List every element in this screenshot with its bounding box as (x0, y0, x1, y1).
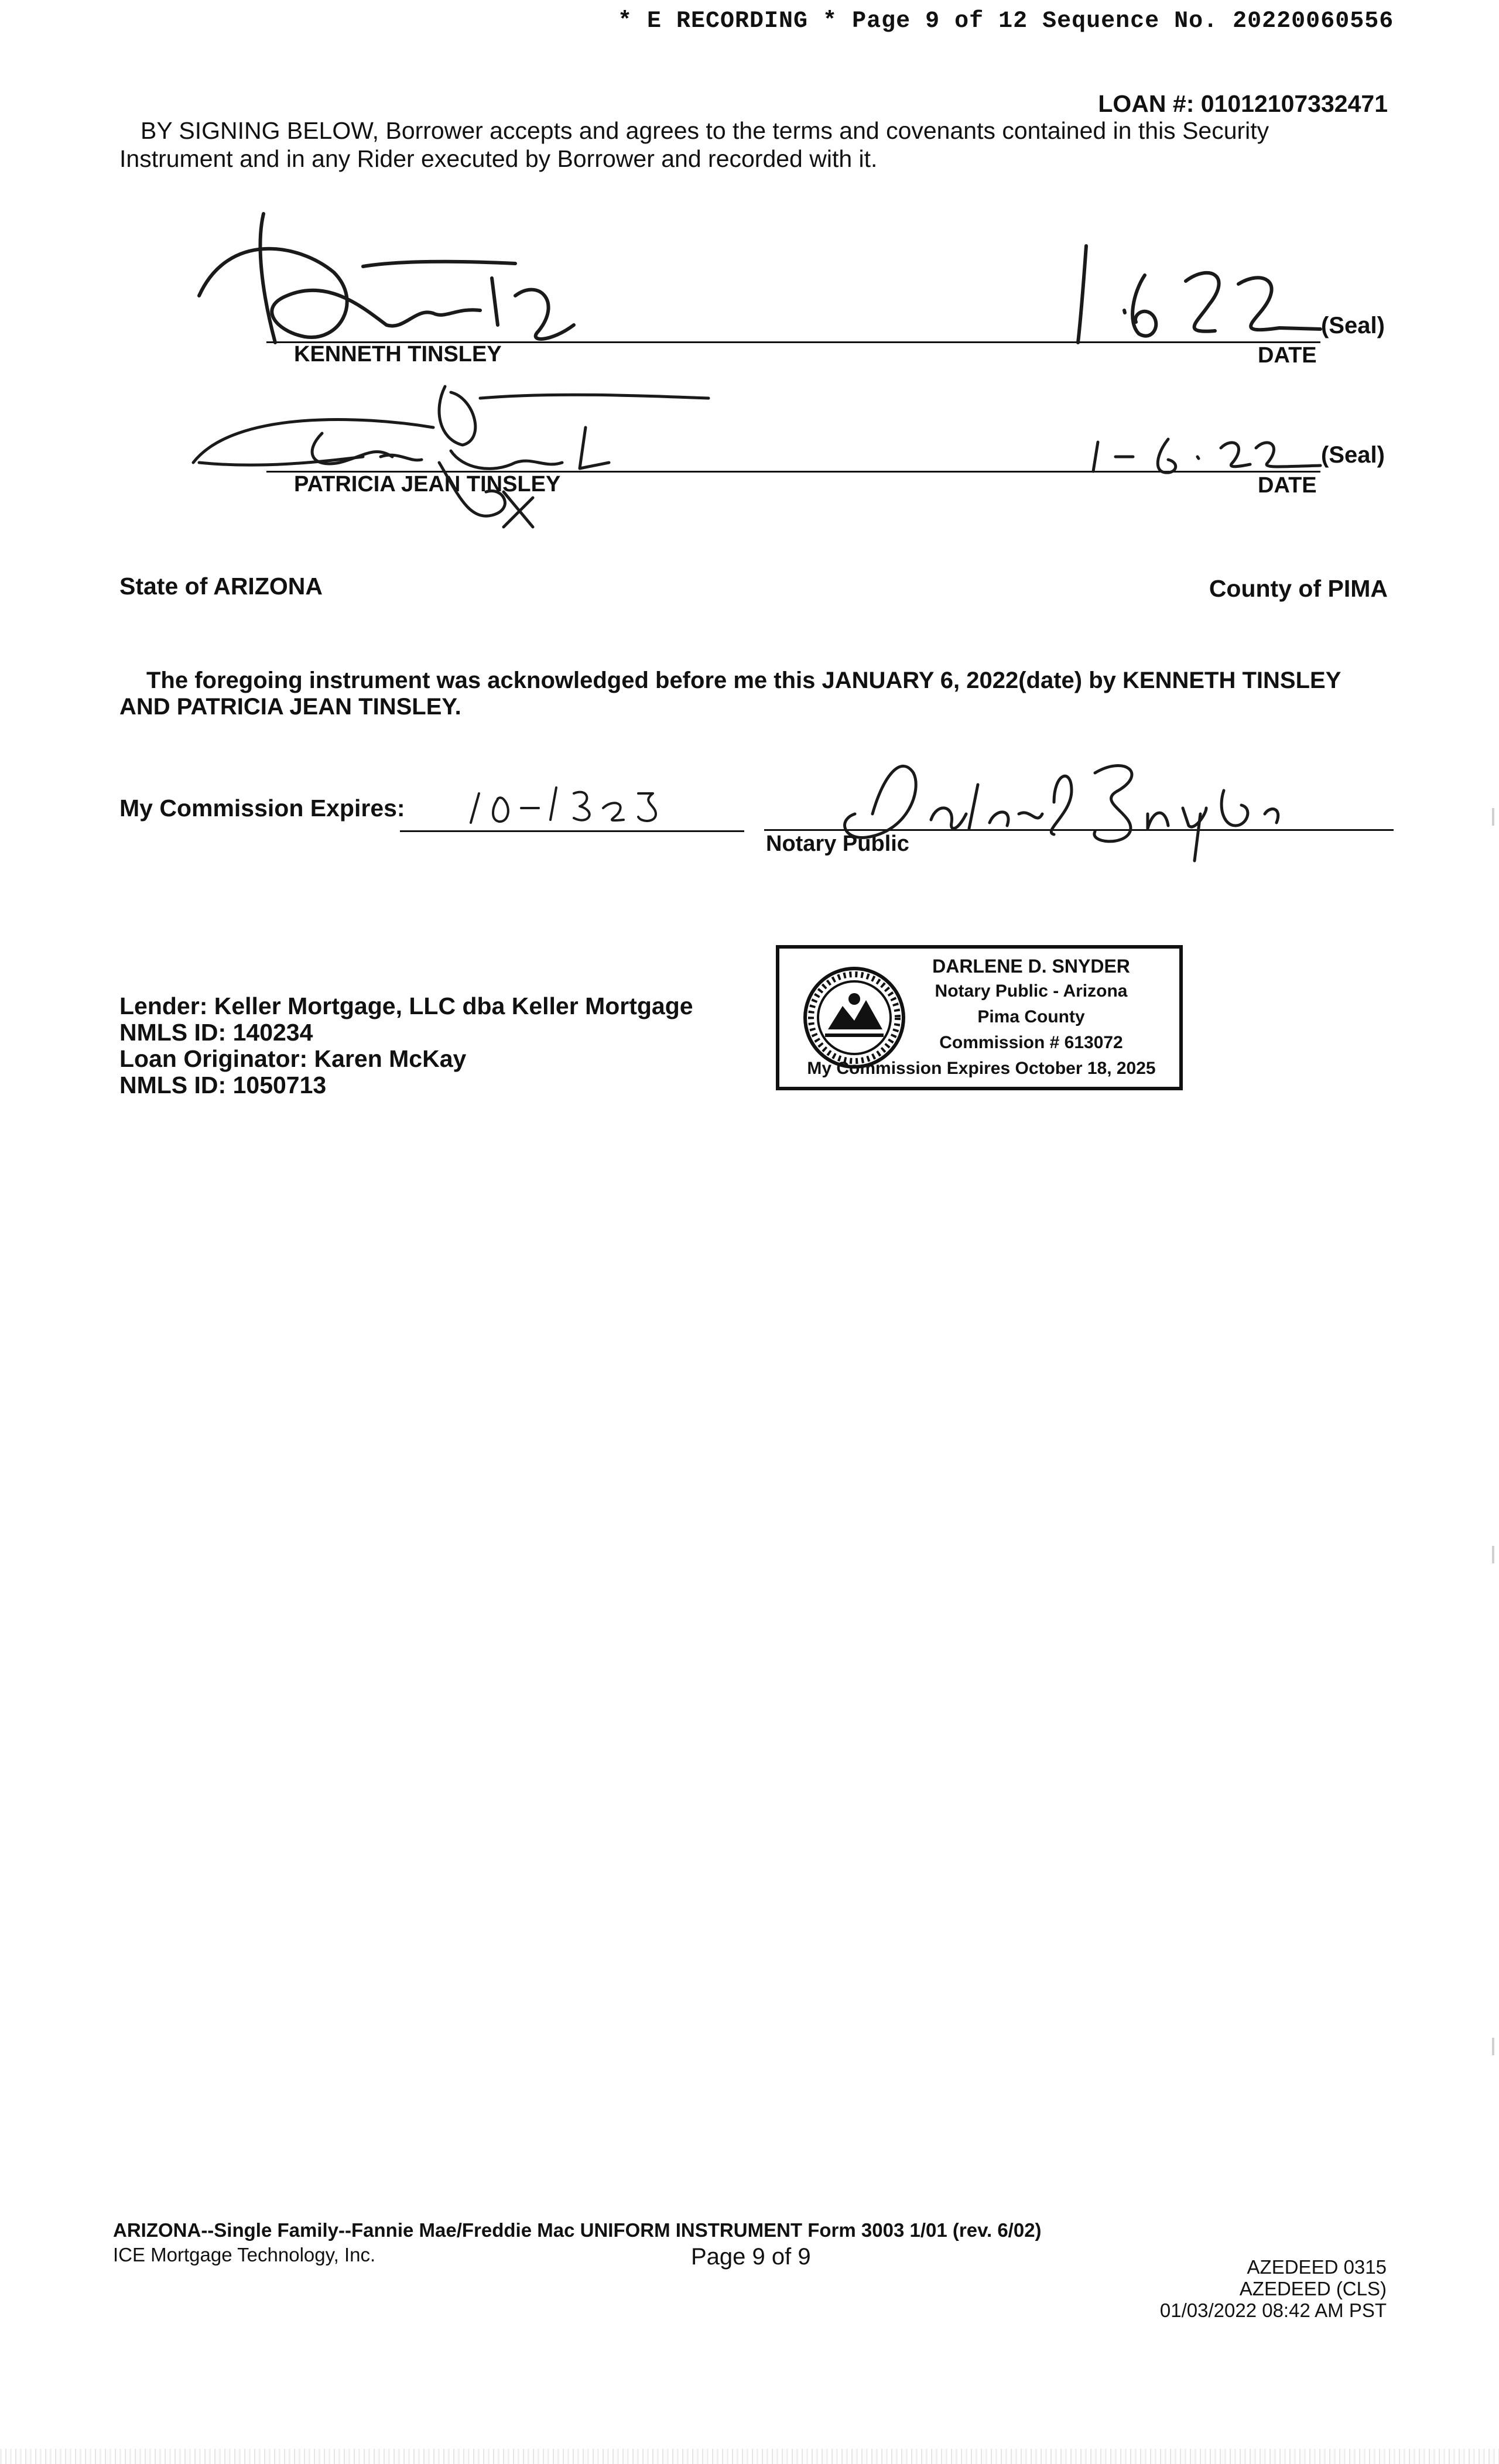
scan-noise-strip (0, 2449, 1499, 2464)
commission-label: My Commission Expires: (119, 795, 405, 822)
date-handwritten-2 (1086, 430, 1332, 483)
loan-number: LOAN #: 01012107332471 (1098, 90, 1388, 117)
commission-date-handwritten (463, 776, 709, 831)
notary-stamp (776, 945, 1183, 1090)
signature-patricia (187, 375, 714, 533)
date-handwritten-1 (1063, 240, 1332, 357)
stamp-title: Notary Public - Arizona (935, 981, 1128, 1001)
originator-nmls: NMLS ID: 1050713 (119, 1072, 327, 1098)
footer-timestamp: 01/03/2022 08:42 AM PST (1159, 2299, 1387, 2321)
arizona-seal-icon (802, 965, 907, 1070)
recording-stamp: * E RECORDING * Page 9 of 12 Sequence No. 20220060556 (618, 8, 1394, 35)
intro-line-1: BY SIGNING BELOW, Borrower accepts and agrees to the terms and covenants contained in this Security (141, 117, 1269, 144)
footer-code-1: AZEDEED 0315 (1247, 2256, 1387, 2278)
footer-form-title: ARIZONA--Single Family--Fannie Mae/Freddie Mac UNIFORM INSTRUMENT Form 3003 1/01 (rev. 6/02) (113, 2219, 1042, 2241)
lender-nmls: NMLS ID: 140234 (119, 1019, 313, 1046)
date-label-2: DATE (1258, 473, 1317, 498)
venue-state: State of ARIZONA (119, 573, 323, 600)
lender-line: Lender: Keller Mortgage, LLC dba Keller Mortgage (119, 993, 693, 1019)
acknowledgment-line-2: AND PATRICIA JEAN TINSLEY. (119, 694, 461, 720)
signer-name-kenneth: KENNETH TINSLEY (294, 342, 502, 367)
signer-name-patricia: PATRICIA JEAN TINSLEY (294, 472, 561, 497)
stamp-commission: Commission # 613072 (939, 1033, 1123, 1052)
notary-signature (820, 750, 1335, 867)
originator-line: Loan Originator: Karen McKay (119, 1045, 467, 1072)
acknowledgment-line-1: The foregoing instrument was acknowledged before me this JANUARY 6, 2022(date) by KENNETH TINSLEY (146, 668, 1341, 693)
venue-county: County of PIMA (1209, 575, 1388, 602)
footer-page-number: Page 9 of 9 (691, 2244, 811, 2270)
seal-label-1: (Seal) (1321, 313, 1385, 338)
stamp-expires: My Commission Expires October 18, 2025 (807, 1059, 1156, 1078)
scan-edge-mark (1492, 808, 1494, 826)
signature-kenneth (187, 208, 644, 360)
intro-line-2: Instrument and in any Rider executed by Borrower and recorded with it. (119, 145, 878, 172)
footer-company: ICE Mortgage Technology, Inc. (113, 2244, 376, 2265)
seal-label-2: (Seal) (1321, 442, 1385, 468)
footer-code-2: AZEDEED (CLS) (1239, 2278, 1387, 2299)
date-label-1: DATE (1258, 343, 1317, 368)
stamp-name: DARLENE D. SNYDER (932, 956, 1130, 977)
notary-public-label: Notary Public (766, 831, 909, 856)
stamp-county: Pima County (977, 1007, 1085, 1026)
scan-edge-mark (1492, 2038, 1494, 2055)
scan-edge-mark (1492, 1546, 1494, 1563)
